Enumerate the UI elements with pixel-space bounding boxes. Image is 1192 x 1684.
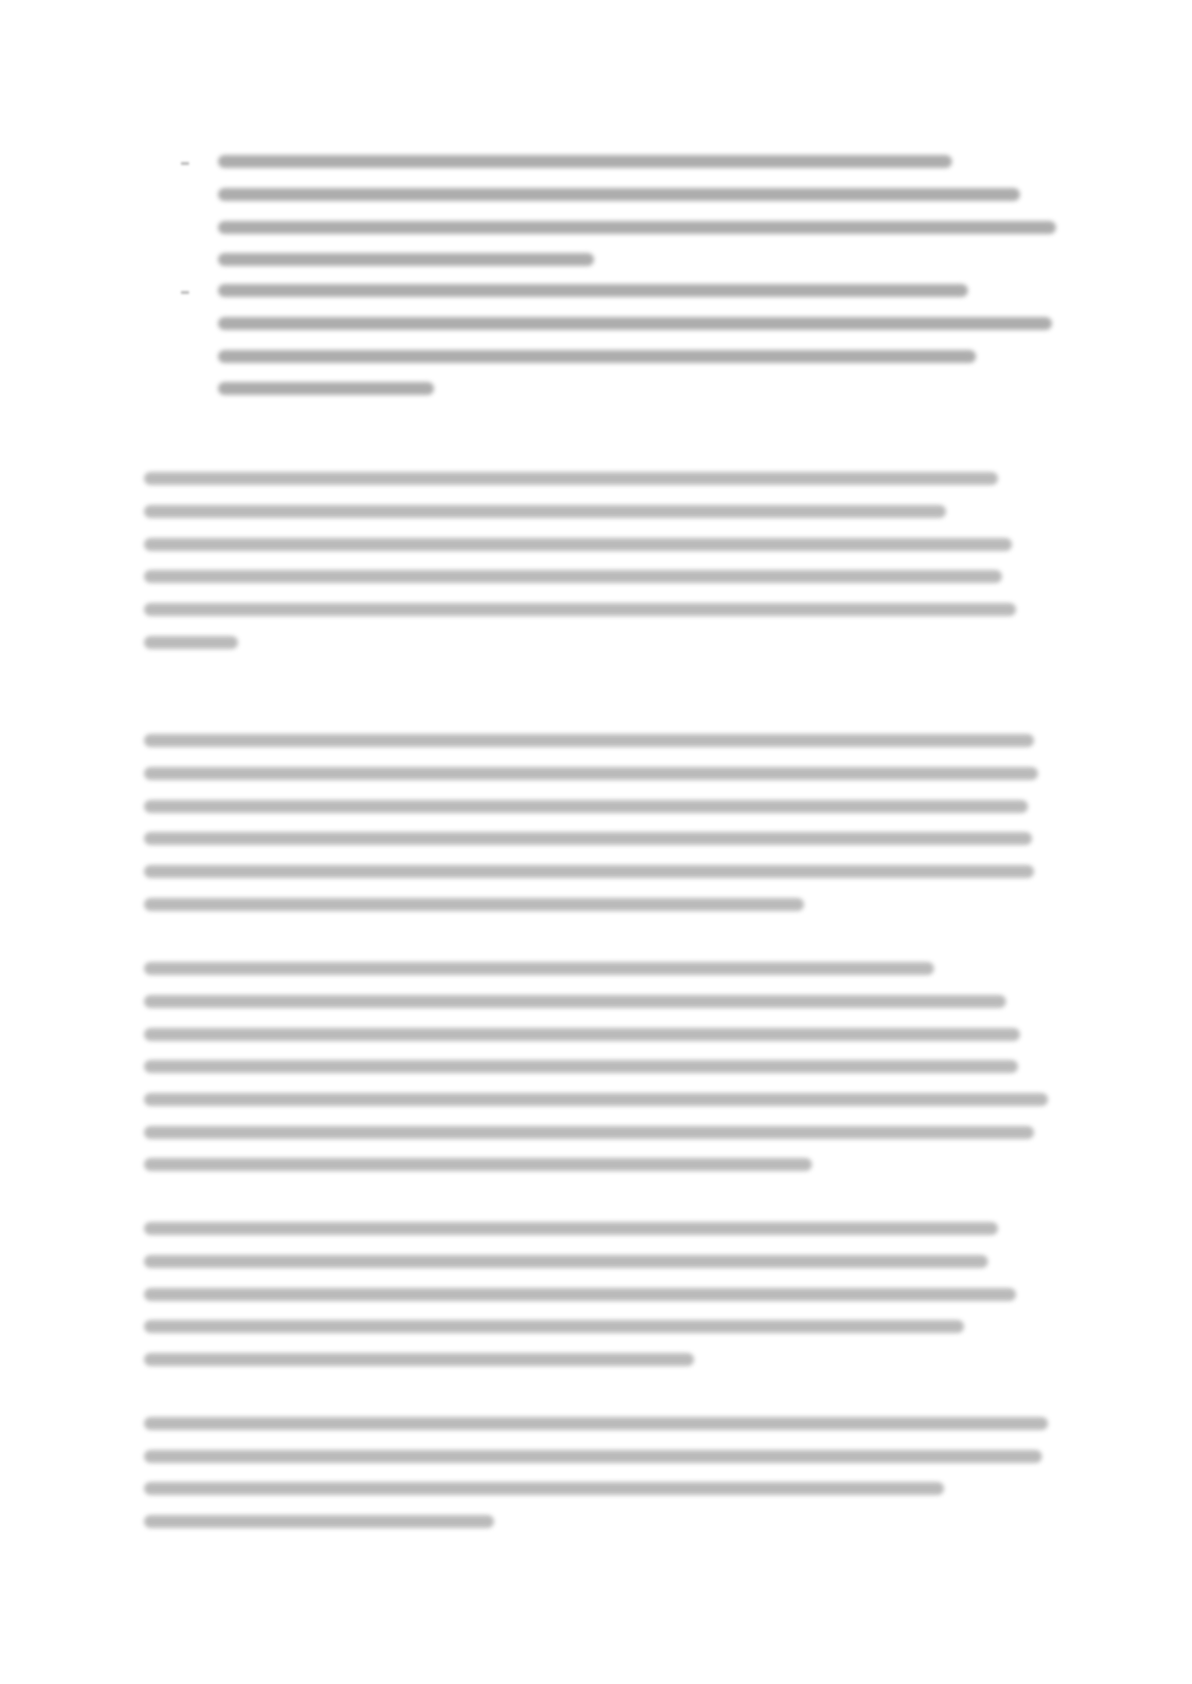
paragraph-line bbox=[144, 1222, 998, 1235]
bullet-line bbox=[218, 317, 1052, 330]
paragraph-line bbox=[144, 472, 998, 485]
paragraph-line bbox=[144, 1450, 1042, 1463]
bullet-line bbox=[218, 350, 976, 363]
bullet-marker bbox=[181, 291, 189, 294]
paragraph-line bbox=[144, 1353, 694, 1366]
bullet-marker bbox=[181, 162, 189, 165]
paragraph-line bbox=[144, 865, 1034, 878]
paragraph-line bbox=[144, 1158, 812, 1171]
paragraph-line bbox=[144, 570, 1002, 583]
paragraph-line bbox=[144, 734, 1034, 747]
bullet-line bbox=[218, 188, 1020, 201]
paragraph-line bbox=[144, 1288, 1016, 1301]
bullet-line bbox=[218, 284, 968, 297]
paragraph-line bbox=[144, 1417, 1048, 1430]
paragraph-line bbox=[144, 767, 1038, 780]
paragraph-line bbox=[144, 1093, 1048, 1106]
paragraph-line bbox=[144, 505, 946, 518]
bullet-line bbox=[218, 253, 594, 266]
paragraph-line bbox=[144, 898, 804, 911]
paragraph-line bbox=[144, 1060, 1018, 1073]
paragraph-line bbox=[144, 603, 1016, 616]
paragraph-line bbox=[144, 1255, 988, 1268]
paragraph-line bbox=[144, 636, 238, 649]
paragraph-line bbox=[144, 1320, 964, 1333]
bullet-line bbox=[218, 221, 1056, 234]
paragraph-line bbox=[144, 1482, 944, 1495]
paragraph-line bbox=[144, 995, 1006, 1008]
bullet-line bbox=[218, 382, 434, 395]
paragraph-line bbox=[144, 962, 934, 975]
bullet-line bbox=[218, 155, 952, 168]
paragraph-line bbox=[144, 1028, 1020, 1041]
paragraph-line bbox=[144, 1126, 1034, 1139]
paragraph-line bbox=[144, 800, 1028, 813]
paragraph-line bbox=[144, 1515, 494, 1528]
paragraph-line bbox=[144, 538, 1012, 551]
paragraph-line bbox=[144, 832, 1032, 845]
